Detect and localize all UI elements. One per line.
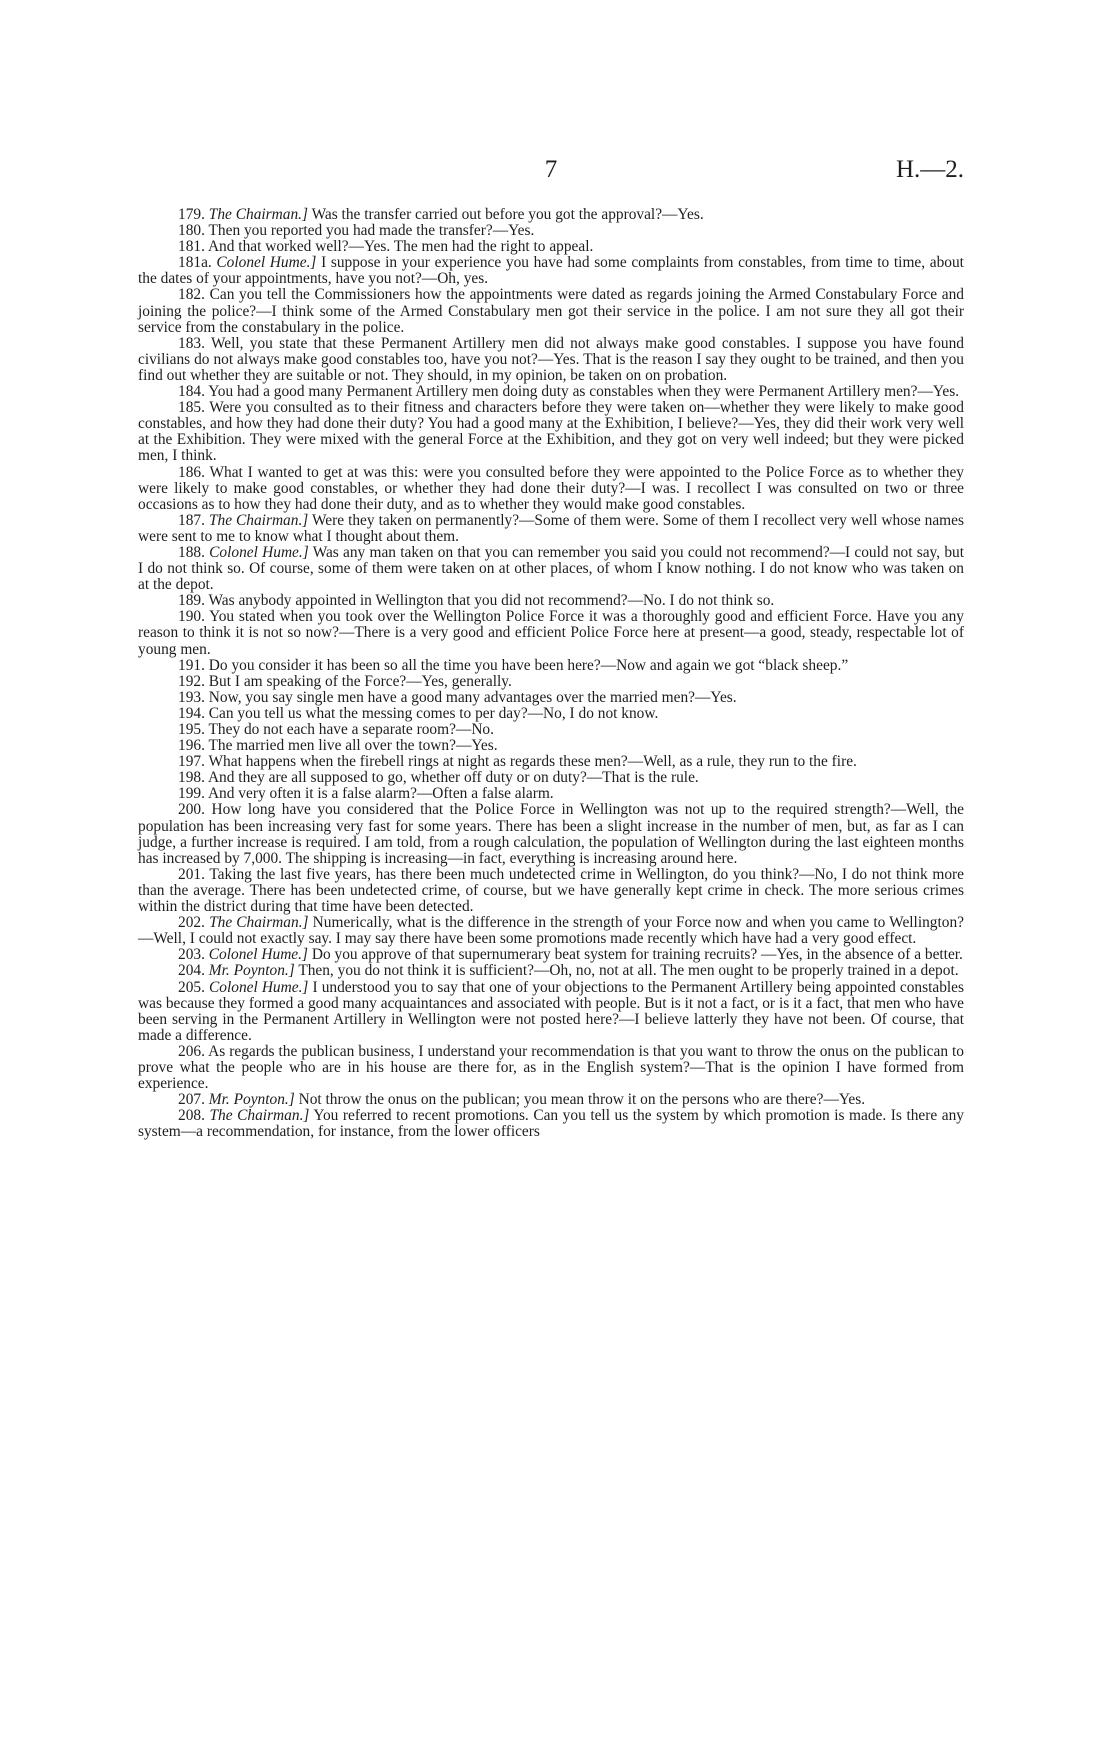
question-number: 198.	[178, 769, 205, 787]
transcript-paragraph	[138, 513, 964, 545]
page-number: 7	[544, 156, 558, 183]
question-number: 201.	[178, 865, 205, 883]
question-number: 196.	[178, 737, 205, 755]
question-answer-text: Now, you say single men have a good many advantages over the married men?—Yes.	[208, 688, 737, 706]
question-answer-text: Taking the last five years, has there been much undetected crime in Wellington, do you think?—No, I do not think more than the average. There has been undetected crime, of course, but we have generally kept crime in check. The more serious crimes within the district during that time have been detected.	[138, 865, 964, 916]
question-number: 182.	[178, 286, 205, 304]
question-number: 179.	[178, 206, 205, 223]
transcript-paragraph	[138, 706, 964, 722]
question-number: 208.	[178, 1107, 205, 1125]
question-number: 197.	[178, 753, 205, 771]
question-answer-text: The married men live all over the town?—Yes.	[208, 737, 498, 755]
question-number: 204.	[178, 962, 205, 980]
speaker-name: Colonel Hume.]	[209, 543, 309, 561]
question-answer-text: And very often it is a false alarm?—Often a false alarm.	[207, 785, 554, 803]
transcript-paragraph	[138, 980, 964, 1044]
question-answer-text: Do you consider it has been so all the time you have been here?—Now and again we got “black sheep.”	[208, 656, 849, 674]
transcript-paragraph	[138, 754, 964, 770]
question-answer-text: As regards the publican business, I understand your recommendation is that you want to throw the onus on the publican to prove what the people who are in his house are there for, as in the English system?—That is the opinion I have formed from experience.	[138, 1042, 964, 1093]
question-number: 205.	[178, 978, 205, 996]
transcript-paragraph	[138, 465, 964, 513]
question-number: 202.	[178, 914, 205, 932]
evidence-transcript	[138, 207, 964, 1140]
question-answer-text: You had a good many Permanent Artillery men doing duty as constables when they were Permanent Artillery men?—Yes.	[208, 383, 960, 401]
question-number: 195.	[178, 721, 205, 738]
question-answer-text: Were you consulted as to their fitness and characters before they were taken on—whether they were likely to make good constables, and how they had done their duty? You had a good many at the Exhibition, I believe?—Yes, they did their work very well at the Exhibition. They were mixed with the general Force at the Exhibition, and they got on very well indeed; but they were picked men, I think.	[138, 399, 964, 465]
question-answer-text: Numerically, what is the difference in the strength of your Force now and when you came to Wellington?—Well, I could not exactly say. I may say there have been some promotions made recently which have had a very good effect.	[138, 914, 964, 948]
question-answer-text: Not throw the onus on the publican; you mean throw it on the persons who are there?—Yes.	[298, 1091, 866, 1109]
transcript-paragraph	[138, 1108, 964, 1140]
transcript-paragraph	[138, 1044, 964, 1092]
transcript-paragraph	[138, 207, 964, 223]
question-number: 194.	[178, 704, 205, 722]
question-answer-text: Can you tell us what the messing comes to per day?—No, I do not know.	[208, 704, 659, 722]
speaker-name: The Chairman.]	[209, 914, 309, 932]
transcript-paragraph	[138, 400, 964, 464]
question-answer-text: Were they taken on permanently?—Some of them were. Some of them I recollect very well whose names were sent to me to know what I thought about them.	[138, 511, 964, 545]
speaker-name: The Chairman.]	[209, 1107, 310, 1125]
question-answer-text: You stated when you took over the Wellington Police Force it was a thoroughly good and efficient Force. Have you any reason to think it is not so now?—There is a very good and efficient Police Force here at present—a good, steady, respectable lot of young men.	[138, 608, 964, 658]
question-number: 183.	[178, 334, 205, 352]
question-answer-text: Then, you do not think it is sufficient?—Oh, no, not at all. The men ought to be properly trained in a depot.	[298, 962, 959, 980]
transcript-paragraph	[138, 963, 964, 979]
question-answer-text: Can you tell the Commissioners how the appointments were dated as regards joining the Armed Constabulary Force and joining the police?—I think some of the Armed Constabulary men got their service in the police. I am not sure they all got their service from the constabulary in the police.	[138, 286, 964, 336]
transcript-paragraph	[138, 770, 964, 786]
question-answer-text: Do you approve of that supernumerary beat system for training recruits? —Yes, in the absence of a better.	[311, 946, 963, 964]
question-number: 203.	[178, 946, 205, 964]
question-number: 206.	[178, 1042, 205, 1060]
question-number: 185.	[178, 399, 205, 417]
question-number: 187.	[178, 511, 205, 529]
question-number: 184.	[178, 383, 205, 401]
question-answer-text: Then you reported you had made the transfer?—Yes.	[208, 222, 535, 240]
transcript-paragraph	[138, 674, 964, 690]
question-answer-text: But I am speaking of the Force?—Yes, generally.	[208, 672, 512, 690]
question-number: 186.	[178, 463, 205, 481]
question-answer-text: They do not each have a separate room?—No.	[208, 721, 494, 738]
transcript-paragraph	[138, 384, 964, 400]
transcript-paragraph	[138, 609, 964, 657]
question-answer-text: How long have you considered that the Police Force in Wellington was not up to the required strength?—Well, the population has been increasing very fast for some years. There has been a slight increase in the number of men, but, as far as I can judge, a further increase is required. I am told, from a rough calculation, the population of Wellington during the last eighteen months has increased by 7,000. The shipping is increasing—in fact, everything is increasing around here.	[138, 801, 964, 867]
question-number: 199.	[178, 785, 205, 803]
speaker-name: The Chairman.]	[208, 206, 308, 223]
transcript-paragraph	[138, 593, 964, 609]
question-answer-text: I suppose in your experience you have had some complaints from constables, from time to time, about the dates of your appointments, have you not?—Oh, yes.	[138, 254, 964, 288]
speaker-name: The Chairman.]	[208, 511, 309, 529]
transcript-paragraph	[138, 867, 964, 915]
question-number: 207.	[178, 1091, 205, 1109]
speaker-name: Colonel Hume.]	[216, 254, 317, 272]
question-number: 193.	[178, 688, 205, 706]
question-number: 181a.	[178, 254, 212, 272]
question-answer-text: And they are all supposed to go, whether off duty or on duty?—That is the rule.	[207, 769, 699, 787]
speaker-name: Mr. Poynton.]	[208, 962, 295, 980]
transcript-paragraph	[138, 722, 964, 738]
transcript-paragraph	[138, 802, 964, 866]
question-number: 200.	[178, 801, 205, 819]
transcript-paragraph	[138, 915, 964, 947]
question-number: 191.	[178, 656, 205, 674]
question-number: 190.	[178, 608, 205, 626]
transcript-paragraph	[138, 690, 964, 706]
question-number: 180.	[178, 222, 205, 240]
transcript-paragraph	[138, 1092, 964, 1108]
speaker-name: Mr. Poynton.]	[208, 1091, 295, 1109]
question-answer-text: What happens when the firebell rings at night as regards these men?—Well, as a rule, they run to the fire.	[208, 753, 857, 771]
question-answer-text: Was any man taken on that you can remember you said you could not recommend?—I could not say, but I do not think so. Of course, some of them were taken on at other places, of whom I know nothing. I do not know who was taken on at the depot.	[138, 543, 964, 594]
transcript-paragraph	[138, 786, 964, 802]
question-answer-text: Well, you state that these Permanent Artillery men did not always make good constables. I suppose you have found civilians do not always make good constables too, have you not?—Yes. That is the reason I say they ought to be trained, and then you find out whether they are suitable or not. They should, in my opinion, be taken on on probation.	[138, 334, 964, 384]
transcript-paragraph	[138, 738, 964, 754]
transcript-paragraph	[138, 255, 964, 287]
question-number: 181.	[178, 238, 205, 256]
transcript-paragraph	[138, 239, 964, 255]
transcript-paragraph	[138, 287, 964, 335]
question-number: 188.	[178, 543, 205, 561]
speaker-name: Colonel Hume.]	[209, 978, 309, 996]
question-answer-text: And that worked well?—Yes. The men had the right to appeal.	[207, 238, 594, 256]
speaker-name: Colonel Hume.]	[208, 946, 308, 964]
document-reference: H.—2.	[895, 156, 964, 183]
question-answer-text: You referred to recent promotions. Can you tell us the system by which promotion is made. Is there any system—a recommendation, for instance, from the lower officers	[138, 1107, 964, 1141]
transcript-paragraph	[138, 658, 964, 674]
transcript-paragraph	[138, 223, 964, 239]
question-answer-text: What I wanted to get at was this: were you consulted before they were appointed to the Police Force as to whether they were likely to make good constables, or whether they had done their duty?—I was. I recollect I was consulted on two or three occasions as to how they had done their duty, and as to whether they would make good constables.	[138, 463, 964, 513]
transcript-paragraph	[138, 947, 964, 963]
question-number: 192.	[178, 672, 205, 690]
question-answer-text: Was anybody appointed in Wellington that you did not recommend?—No. I do not think so.	[208, 592, 775, 610]
question-answer-text: I understood you to say that one of your objections to the Permanent Artillery being appointed constables was because they formed a good many acquaintances and associated with people. But is it not a fact, or is it a fact, that men who have been serving in the Permanent Artillery in Wellington were not posted here?—I believe latterly they have not been. Of course, that made a difference.	[138, 978, 964, 1044]
transcript-paragraph	[138, 336, 964, 384]
transcript-paragraph	[138, 545, 964, 593]
question-number: 189.	[178, 592, 205, 610]
question-answer-text: Was the transfer carried out before you got the approval?—Yes.	[311, 206, 704, 223]
page-header	[138, 156, 964, 188]
